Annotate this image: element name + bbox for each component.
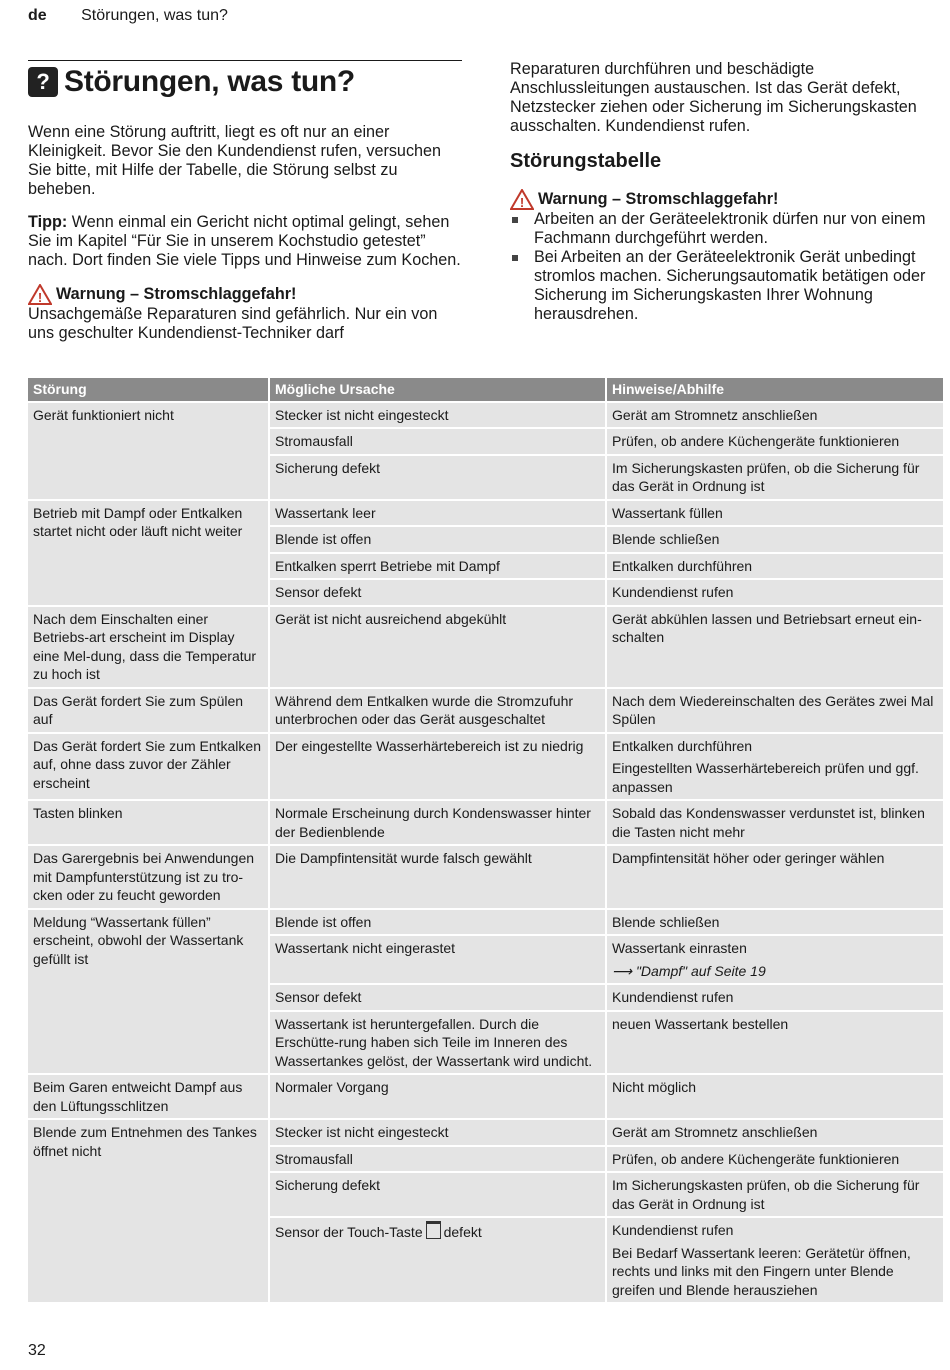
table-row	[28, 688, 943, 733]
language-code: de	[28, 7, 47, 24]
remedy-text: Prüfen, ob andere Küchengeräte funktionieren	[612, 433, 900, 449]
remedy-note: Bei Bedarf Wassertank leeren: Gerätetür öffnen, rechts und links mit den Fingern unter Blende greifen und Blende herausziehen	[612, 1244, 911, 1298]
cause-text: Sensor der Touch-Taste	[275, 1224, 423, 1240]
list-item: Arbeiten an der Geräteelektronik dürfen nur von einem Fachmann durchgeführt werden.	[510, 210, 942, 248]
warning-bullet-list	[510, 210, 942, 324]
cause-cell	[269, 1217, 606, 1302]
table-row	[28, 733, 943, 801]
warning-title: Warnung – Stromschlaggefahr!	[56, 285, 297, 303]
remedy-cell	[606, 579, 943, 606]
column-header: Störung	[28, 378, 269, 402]
cause-cell: Stecker ist nicht eingesteckt	[269, 402, 606, 429]
problem-cell: Tasten blinken	[28, 800, 269, 845]
warning-text: Unsachgemäße Reparaturen sind gefährlich. Nur ein von uns geschulter Kundendienst-Techniker darf	[28, 305, 438, 342]
warning-heading	[510, 189, 942, 210]
cause-cell: Wassertank leer	[269, 500, 606, 527]
remedy-text: Wassertank einrasten	[612, 940, 747, 956]
section-heading: Störungstabelle	[510, 150, 662, 172]
cause-cell: Entkalken sperrt Betriebe mit Dampf	[269, 553, 606, 580]
intro-paragraph: Wenn eine Störung auftritt, liegt es oft nur an einer Kleinigkeit. Bevor Sie den Kundendienst rufen, versuchen Sie bitte, mit Hilfe der Tabelle, die Störung selbst zu beheben.	[28, 123, 442, 198]
table-row	[28, 800, 943, 845]
table-row	[28, 1119, 943, 1146]
cause-cell: Die Dampfintensität wurde falsch gewählt	[269, 845, 606, 909]
page-number: 32	[28, 1342, 46, 1359]
remedy-text: Blende schließen	[612, 531, 720, 547]
page-header	[28, 7, 228, 25]
remedy-text: Gerät abkühlen lassen und Betriebsart erneut ein-schalten	[612, 610, 922, 645]
page-title-text: Störungen, was tun?	[64, 65, 355, 98]
running-title: Störungen, was tun?	[81, 7, 228, 24]
problem-cell: Betrieb mit Dampf oder Entkalken startet nicht oder läuft nicht weiter	[28, 500, 269, 606]
troubleshooting-table-wrapper	[28, 378, 943, 1302]
column-header: Mögliche Ursache	[269, 378, 606, 402]
cause-cell: Stecker ist nicht eingesteckt	[269, 1119, 606, 1146]
remedy-note: Eingestellten Wasserhärtebereich prüfen und ggf. anpassen	[612, 760, 919, 795]
remedy-cell	[606, 935, 943, 984]
svg-text:!: !	[519, 195, 525, 210]
table-row	[28, 845, 943, 909]
list-item: Bei Arbeiten an der Geräteelektronik Gerät unbedingt stromlos machen. Sicherungsautomatik betätigen oder Sicherung im Sicherungskasten Ihrer Wohnung herausdrehen.	[510, 248, 942, 324]
svg-text:!: !	[37, 290, 43, 305]
problem-cell: Meldung “Wassertank füllen” erscheint, obwohl der Wassertank gefüllt ist	[28, 909, 269, 1075]
remedy-text: Sobald das Kondenswasser verdunstet ist, blinken die Tasten nicht mehr	[612, 805, 925, 840]
column-header: Hinweise/Abhilfe	[606, 378, 943, 402]
cause-cell: Stromausfall	[269, 1146, 606, 1173]
cause-cell: Gerät ist nicht ausreichend abgekühlt	[269, 606, 606, 688]
problem-cell: Das Gerät fordert Sie zum Entkalken auf, ohne dass zuvor der Zähler erscheint	[28, 733, 269, 801]
warning-heading	[28, 284, 462, 305]
cause-cell: Stromausfall	[269, 428, 606, 455]
cause-text: defekt	[443, 1224, 482, 1240]
warning-triangle-icon	[510, 189, 534, 210]
tip-text: Wenn einmal ein Gericht nicht optimal gelingt, sehen Sie im Kapitel “Für Sie in unserem Kochstudio getestet” nach. Dort finden Sie viele Tipps und Hinweise zum Kochen.	[28, 213, 461, 269]
remedy-text: Im Sicherungskasten prüfen, ob die Sicherung für das Gerät in Ordnung ist	[612, 1177, 920, 1212]
remedy-text: Entkalken durchführen	[612, 557, 753, 574]
right-column	[510, 60, 942, 324]
remedy-cell	[606, 909, 943, 936]
remedy-cell	[606, 688, 943, 733]
remedy-text: Entkalken durchführen	[612, 737, 753, 754]
table-row	[28, 500, 943, 527]
remedy-cell	[606, 1074, 943, 1119]
remedy-text: Kundendienst rufen	[612, 584, 734, 600]
remedy-cell	[606, 733, 943, 801]
remedy-cell	[606, 984, 943, 1011]
remedy-text: Wassertank füllen	[612, 504, 723, 521]
remedy-cell	[606, 1172, 943, 1217]
remedy-cell	[606, 402, 943, 429]
problem-cell: Gerät funktioniert nicht	[28, 402, 269, 500]
cause-cell: Wassertank nicht eingerastet	[269, 935, 606, 984]
remedy-cell	[606, 1217, 943, 1302]
page-reference: ⟶ "Dampf" auf Seite 19	[612, 962, 766, 979]
remedy-text: neuen Wassertank bestellen	[612, 1015, 789, 1032]
remedy-cell	[606, 1011, 943, 1075]
remedy-text: Nicht möglich	[612, 1079, 697, 1095]
cause-cell: Der eingestellte Wasserhärtebereich ist zu niedrig	[269, 733, 606, 801]
problem-cell: Das Garergebnis bei Anwendungen mit Dampfunterstützung ist zu tro-cken oder zu feucht geworden	[28, 845, 269, 909]
problem-cell: Blende zum Entnehmen des Tankes öffnet nicht	[28, 1119, 269, 1302]
remedy-text: Nach dem Wiedereinschalten des Gerätes zwei Mal Spülen	[612, 692, 934, 727]
tank-icon	[426, 1221, 441, 1239]
remedy-cell	[606, 845, 943, 909]
problem-cell: Beim Garen entweicht Dampf aus den Lüftungsschlitzen	[28, 1074, 269, 1119]
remedy-cell	[606, 606, 943, 688]
cause-cell: Wassertank ist heruntergefallen. Durch die Erschütte-rung haben sich Teile im Inneren des Wassertankes gelöst, der Wassertank wird undicht.	[269, 1011, 606, 1075]
remedy-cell	[606, 800, 943, 845]
table-body	[28, 402, 943, 1303]
remedy-text: Prüfen, ob andere Küchengeräte funktionieren	[612, 1150, 900, 1167]
troubleshooting-table	[28, 378, 943, 1302]
cause-cell: Blende ist offen	[269, 909, 606, 936]
remedy-text: Gerät am Stromnetz anschließen	[612, 406, 818, 423]
remedy-text: Blende schließen	[612, 913, 720, 930]
remedy-text: Dampfintensität höher oder geringer wählen	[612, 850, 885, 866]
problem-cell: Das Gerät fordert Sie zum Spülen auf	[28, 688, 269, 733]
cause-cell: Sicherung defekt	[269, 1172, 606, 1217]
remedy-cell	[606, 500, 943, 527]
remedy-text: Im Sicherungskasten prüfen, ob die Sicherung für das Gerät in Ordnung ist	[612, 459, 920, 494]
warning-triangle-icon	[28, 284, 52, 305]
remedy-cell	[606, 455, 943, 500]
question-icon: ?	[28, 67, 58, 97]
cause-cell: Sensor defekt	[269, 579, 606, 606]
remedy-text: Gerät am Stromnetz anschließen	[612, 1124, 818, 1140]
title-rule	[28, 60, 462, 61]
cause-cell: Sicherung defekt	[269, 455, 606, 500]
problem-cell: Nach dem Einschalten einer Betriebs-art erscheint im Display eine Mel-dung, dass die Temperatur zu hoch ist	[28, 606, 269, 688]
table-row	[28, 1074, 943, 1119]
remedy-cell	[606, 428, 943, 455]
table-row	[28, 402, 943, 429]
warning-title: Warnung – Stromschlaggefahr!	[538, 190, 779, 208]
table-row	[28, 606, 943, 688]
cause-cell: Normaler Vorgang	[269, 1074, 606, 1119]
remedy-cell	[606, 553, 943, 580]
cause-cell: Während dem Entkalken wurde die Stromzufuhr unterbrochen oder das Gerät ausgeschaltet	[269, 688, 606, 733]
remedy-text: Kundendienst rufen	[612, 989, 734, 1005]
table-row	[28, 909, 943, 936]
cause-cell: Normale Erscheinung durch Kondenswasser hinter der Bedienblende	[269, 800, 606, 845]
remedy-cell	[606, 1119, 943, 1146]
remedy-cell	[606, 526, 943, 553]
cause-cell: Blende ist offen	[269, 526, 606, 553]
cause-cell: Sensor defekt	[269, 984, 606, 1011]
tip-label: Tipp:	[28, 213, 68, 231]
continued-paragraph: Reparaturen durchführen und beschädigte Anschlussleitungen austauschen. Ist das Gerät defekt, Netzstecker ziehen oder Sicherung im Sicherungskasten ausschalten. Kundendienst rufen.	[510, 60, 917, 135]
remedy-cell	[606, 1146, 943, 1173]
table-header-row	[28, 378, 943, 402]
tip-paragraph	[28, 213, 462, 270]
page-title	[28, 65, 462, 99]
left-column	[28, 60, 462, 357]
remedy-text: Kundendienst rufen	[612, 1222, 734, 1238]
